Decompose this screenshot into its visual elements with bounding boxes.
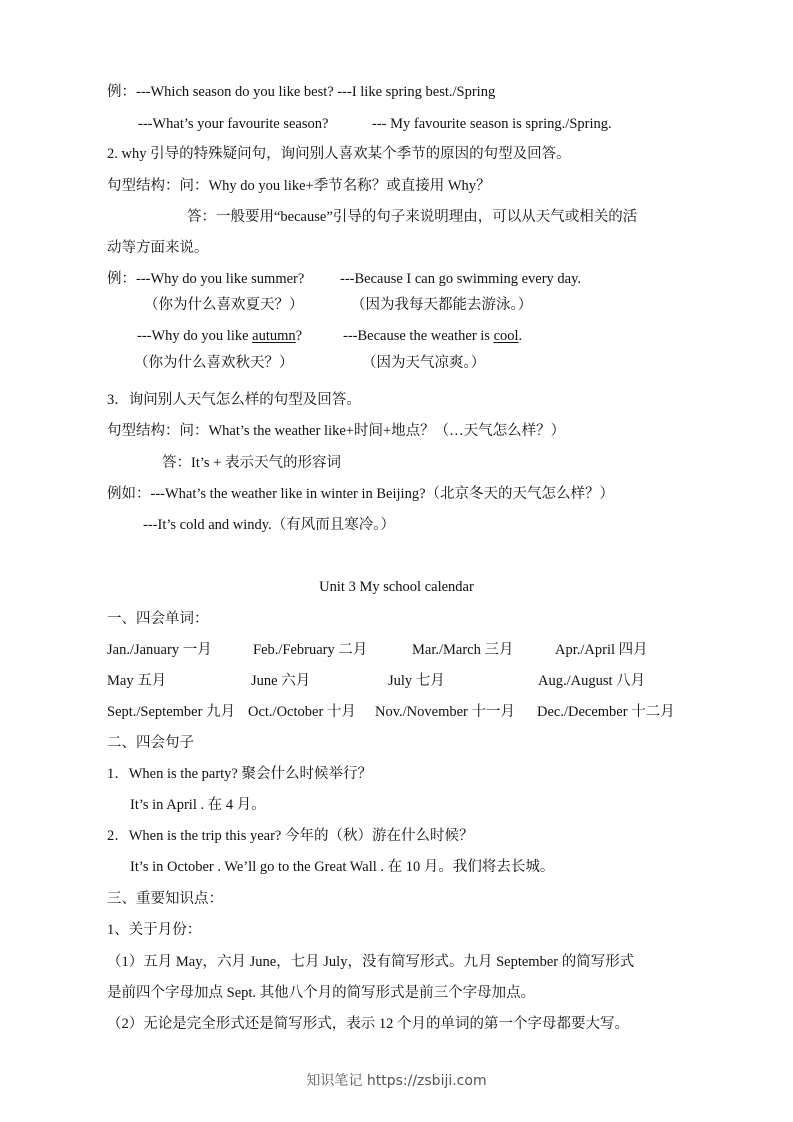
month-word: July 七月 [388,673,445,689]
example-line: ---Because the weather is cool. [343,328,523,344]
structure-answer: 答：一般要用“because”引导的句子来说明理由，可以从天气或相关的活 [187,209,638,225]
item-heading: 3．询问别人天气怎么样的句型及回答。 [107,392,361,408]
month-word: Sept./September 九月 [107,704,236,720]
month-word: Mar./March 三月 [412,642,514,658]
sentence-question: 2．When is the trip this year? 今年的（秋）游在什么时候？ [107,828,474,844]
example-line: ---It’s cold and windy.（有风而且寒冷。） [143,517,395,533]
example-line: ---What’s your favourite season? [138,116,329,132]
example-line: 例如：---What’s the weather like in winter in Beijing?（北京冬天的天气怎么样？） [107,486,615,502]
structure-question: 句型结构：问：Why do you like+季节名称？或直接用 Why？ [107,178,491,194]
footer-watermark: 知识笔记 https://zsbiji.com [306,1073,487,1089]
month-word: Oct./October 十月 [248,704,356,720]
translation: （因为天气凉爽。） [362,355,486,371]
translation: （因为我每天都能去游泳。） [351,297,533,313]
sentence-question: 1．When is the party? 聚会什么时候举行？ [107,766,372,782]
unit-title: Unit 3 My school calendar [319,579,474,595]
example-line: 例：---Why do you like summer? [107,271,305,287]
section-heading: 一、四会单词： [107,611,209,627]
example-line: --- My favourite season is spring./Spring. [372,116,612,132]
underlined-word: cool [493,328,519,344]
month-word: Apr./April 四月 [555,642,648,658]
knowledge-paragraph: 是前四个字母加点 Sept. 其他八个月的简写形式是前三个字母加点。 [107,985,536,1001]
knowledge-paragraph: （1）五月 May，六月 June，七月 July，没有简写形式。九月 September 的简写形式 [107,954,635,970]
month-word: Jan./January 一月 [107,642,212,658]
month-word: Nov./November 十一月 [375,704,516,720]
month-word: Feb./February 二月 [253,642,368,658]
sentence-answer: It’s in October . We’ll go to the Great Wall . 在 10 月。我们将去长城。 [130,859,555,875]
example-line: ---Because I can go swimming every day. [340,271,582,287]
structure-answer: 答：It’s + 表示天气的形容词 [162,455,341,471]
section-heading: 二、四会句子 [107,735,194,751]
sentence-answer: It’s in April . 在 4 月。 [130,797,266,813]
example-line: ---Why do you like autumn? [137,328,303,344]
knowledge-paragraph: （2）无论是完全形式还是简写形式，表示 12 个月的单词的第一个字母都要大写。 [107,1016,629,1032]
example-line: 例：---Which season do you like best? ---I like spring best./Spring [107,84,496,100]
month-word: Aug./August 八月 [538,673,646,689]
month-word: May 五月 [107,673,167,689]
knowledge-point: 1、关于月份： [107,922,202,938]
section-heading: 三、重要知识点： [107,891,223,907]
structure-answer: 动等方面来说。 [107,240,209,256]
underlined-word: autumn [252,328,296,344]
item-heading: 2. why 引导的特殊疑问句，询问别人喜欢某个季节的原因的句型及回答。 [107,146,571,162]
structure-question: 句型结构：问：What’s the weather like+时间+地点？（…天气怎么样？） [107,423,566,439]
translation: （你为什么喜欢夏天？） [144,297,304,313]
translation: （你为什么喜欢秋天？） [134,355,294,371]
month-word: Dec./December 十二月 [537,704,675,720]
month-word: June 六月 [251,673,311,689]
